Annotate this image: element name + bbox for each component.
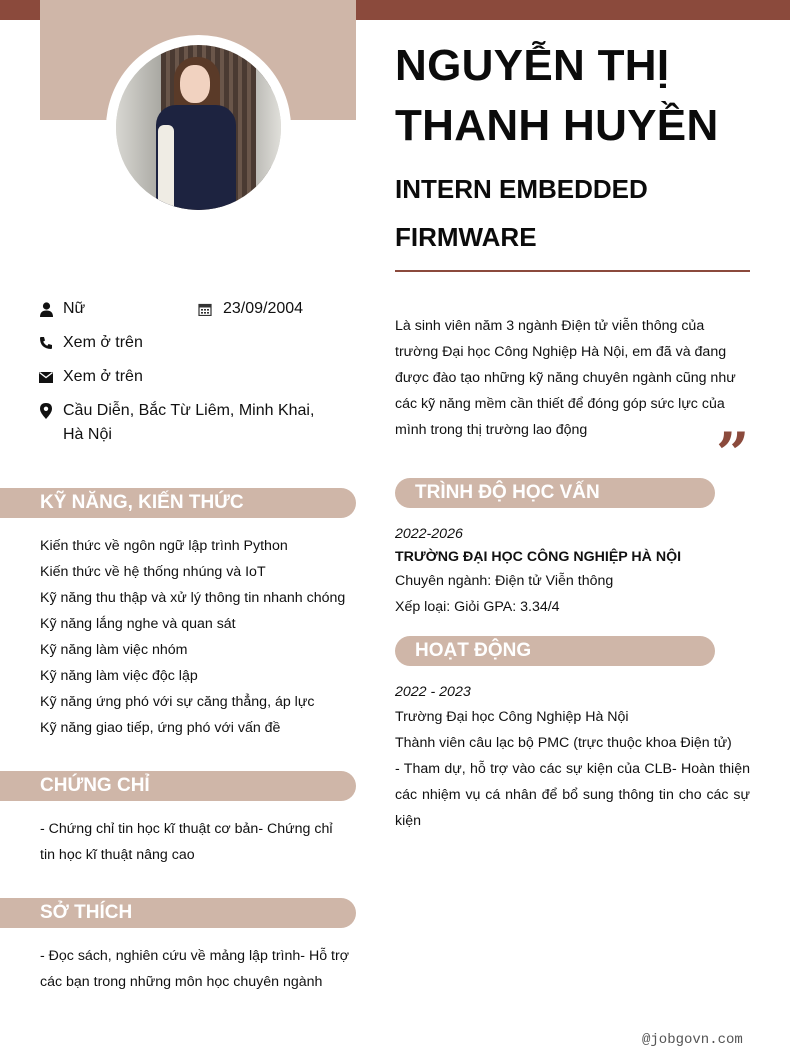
contact-dob	[197, 297, 357, 321]
section-title: CHỨNG CHỈ	[40, 775, 150, 796]
activity-role: Thành viên câu lạc bộ PMC (trực thuộc khoa Điện tử)	[395, 735, 732, 751]
quote-icon: ”	[716, 420, 750, 488]
summary-text: Là sinh viên năm 3 ngành Điện tử viễn thông của trường Đại học Công Nghiệp Hà Nội, em đã và đang được đào tạo những kỹ năng chuyên ngành cũng như các kỹ năng mềm cần thiết để đóng góp sức lực của mình trong thị trường lao động	[395, 318, 736, 438]
list-item: Kỹ năng làm việc nhóm	[40, 642, 188, 658]
list-item: Kỹ năng giao tiếp, ứng phó với vấn đề	[40, 720, 281, 736]
activity-organization: Trường Đại học Công Nghiệp Hà Nội	[395, 709, 629, 725]
envelope-icon	[38, 369, 54, 385]
skills-list	[40, 533, 360, 741]
section-title: KỸ NĂNG, KIẾN THỨC	[40, 492, 244, 513]
list-item: Kỹ năng làm việc độc lập	[40, 668, 198, 684]
section-title: TRÌNH ĐỘ HỌC VẤN	[415, 482, 600, 503]
section-header-hobbies	[0, 898, 356, 928]
hobbies-text: - Đọc sách, nghiên cứu về mảng lập trình- Hỗ trợ các bạn trong những môn học chuyên ngành	[40, 948, 349, 990]
contact-phone	[38, 331, 338, 355]
education-period: 2022-2026	[395, 526, 463, 542]
contact-email	[38, 365, 338, 389]
user-icon	[38, 301, 54, 317]
list-item: Kỹ năng thu thập và xử lý thông tin nhanh chóng	[40, 590, 346, 606]
phone-icon	[38, 335, 54, 351]
section-title: SỞ THÍCH	[40, 902, 133, 923]
list-item: Kiến thức về hệ thống nhúng và IoT	[40, 564, 266, 580]
job-title: INTERN EMBEDDED FIRMWARE	[395, 174, 648, 252]
section-header-skills	[0, 488, 356, 518]
education-school: TRƯỜNG ĐẠI HỌC CÔNG NGHIỆP HÀ NỘI	[395, 549, 682, 565]
dob-value: 23/09/2004	[223, 300, 304, 317]
certificates-text: - Chứng chỉ tin học kĩ thuật cơ bản- Chứng chỉ tin học kĩ thuật nâng cao	[40, 821, 333, 863]
activity-period: 2022 - 2023	[395, 684, 471, 700]
list-item: Kỹ năng lắng nghe và quan sát	[40, 616, 236, 632]
section-header-certificates	[0, 771, 356, 801]
education-grade: Xếp loại: Giỏi GPA: 3.34/4	[395, 599, 560, 615]
section-title: HOẠT ĐỘNG	[415, 640, 532, 661]
section-header-activities	[395, 636, 715, 666]
address-value: Cầu Diễn, Bắc Từ Liêm, Minh Khai, Hà Nội	[63, 402, 315, 443]
candidate-name: NGUYỄN THỊ THANH HUYỀN	[395, 41, 719, 150]
email-value: Xem ở trên	[63, 368, 143, 385]
title-divider	[395, 270, 750, 272]
map-pin-icon	[38, 403, 54, 419]
calendar-icon	[197, 301, 213, 317]
contact-gender	[38, 297, 188, 321]
list-item: Kiến thức về ngôn ngữ lập trình Python	[40, 538, 288, 554]
education-major: Chuyên ngành: Điện tử Viễn thông	[395, 573, 614, 589]
contact-address	[38, 399, 338, 447]
activity-description: - Tham dự, hỗ trợ vào các sự kiện của CLB- Hoàn thiện các nhiệm vụ cá nhân để bổ sung thông tin cho các sự kiện	[395, 761, 750, 829]
section-header-education	[395, 478, 715, 508]
avatar	[116, 45, 281, 210]
phone-value: Xem ở trên	[63, 334, 143, 351]
gender-value: Nữ	[63, 300, 86, 317]
activity-entry	[395, 680, 750, 834]
education-entry	[395, 522, 750, 620]
watermark: @jobgovn.com	[642, 1032, 743, 1048]
list-item: Kỹ năng ứng phó với sự căng thẳng, áp lực	[40, 694, 315, 710]
